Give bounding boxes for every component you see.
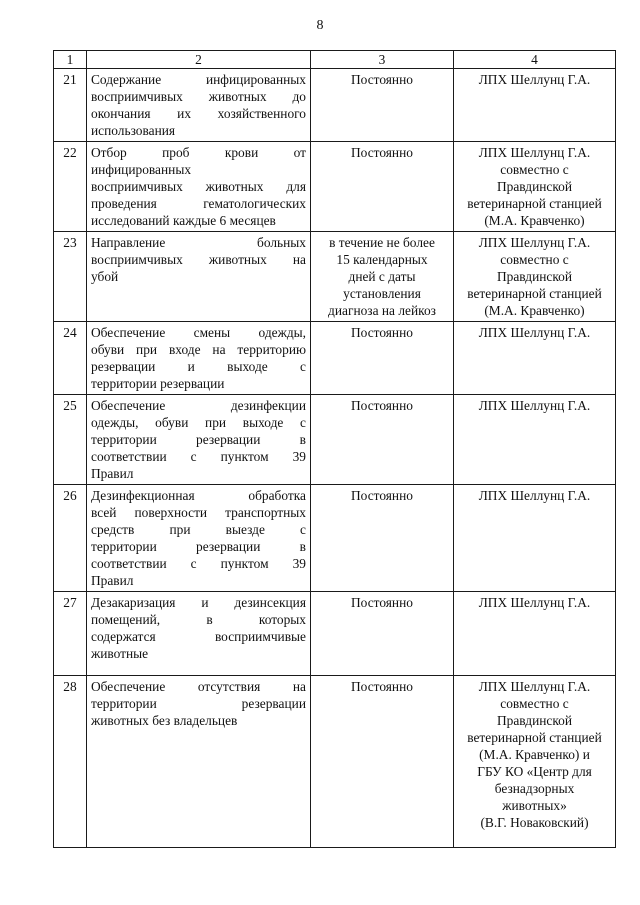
responsible-text-cell: [454, 142, 616, 232]
measure-text-line: использования: [91, 123, 176, 138]
term-text-cell: [311, 142, 454, 232]
page-number: 8: [316, 18, 324, 33]
term-text-line: Постоянно: [351, 72, 413, 87]
measure-text-line: Обеспечение отсутствия на: [91, 679, 306, 694]
responsible-text-line: безнадзорных: [494, 781, 575, 796]
responsible-text-line: совместно с: [500, 162, 569, 177]
table-row: [54, 232, 616, 322]
measure-text-line: помещений, в которых: [91, 612, 306, 627]
term-text-cell: [311, 232, 454, 322]
measure-text-line: Дезинфекционная обработка: [91, 488, 306, 503]
measure-text-line: инфицированных: [91, 162, 192, 177]
table-row: [54, 69, 616, 142]
responsible-text-cell: [454, 485, 616, 592]
measure-text-line: одежды, обуви при выходе с: [91, 415, 306, 430]
responsible-text-line: (М.А. Кравченко): [484, 303, 585, 318]
term-text-line: диагноза на лейкоз: [328, 303, 436, 318]
responsible-text-line: Правдинской: [496, 179, 573, 194]
responsible-text-line: ветеринарной станцией: [467, 196, 602, 211]
measure-text-line: средств при выезде с: [91, 522, 306, 537]
measure-text-cell: [87, 69, 311, 142]
measure-text-line: Дезакаризация и дезинсекция: [91, 595, 306, 610]
column-number-2: 2: [87, 51, 311, 69]
term-text-line: установления: [343, 286, 421, 301]
responsible-text-line: (В.Г. Новаковский): [480, 815, 589, 830]
row-number: 23: [54, 232, 87, 322]
term-text-line: дней с даты: [348, 269, 416, 284]
measure-text-line: убой: [91, 269, 119, 284]
measure-text-line: территории резервации в: [91, 432, 306, 447]
responsible-text-line: ЛПХ Шеллунц Г.А.: [478, 679, 591, 694]
responsible-text-line: ЛПХ Шеллунц Г.А.: [478, 488, 591, 503]
column-number-1: 1: [54, 51, 87, 69]
measure-text-line: окончания их хозяйственного: [91, 106, 306, 121]
measures-table: [53, 50, 616, 848]
term-text-cell: [311, 676, 454, 848]
measure-text-cell: [87, 592, 311, 676]
measure-text-line: восприимчивых животных для: [91, 179, 306, 194]
responsible-text-cell: [454, 676, 616, 848]
measure-text-line: Правил: [91, 466, 134, 481]
term-text-line: Постоянно: [351, 325, 413, 340]
responsible-text-line: (М.А. Кравченко): [484, 213, 585, 228]
term-text-line: 15 календарных: [336, 252, 428, 267]
measure-text-line: соответствии с пунктом 39: [91, 556, 306, 571]
row-number: 26: [54, 485, 87, 592]
measure-text-line: Направление больных: [91, 235, 306, 250]
measure-text-cell: [87, 676, 311, 848]
responsible-text-line: ЛПХ Шеллунц Г.А.: [478, 72, 591, 87]
measure-text-cell: [87, 142, 311, 232]
measure-text-line: исследований каждые 6 месяцев: [91, 213, 276, 228]
responsible-text-line: (М.А. Кравченко) и: [479, 747, 590, 762]
measure-text-line: территории резервации: [91, 376, 225, 391]
measure-text-line: Обеспечение дезинфекции: [91, 398, 306, 413]
table-row: [54, 485, 616, 592]
table-row: [54, 676, 616, 848]
measure-text-line: Обеспечение смены одежды,: [91, 325, 306, 340]
measure-text-cell: [87, 322, 311, 395]
responsible-text-cell: [454, 395, 616, 485]
column-number-row: [54, 51, 616, 69]
responsible-text-line: Правдинской: [496, 713, 573, 728]
measure-text-line: соответствии с пунктом 39: [91, 449, 306, 464]
term-text-line: в течение не более: [329, 235, 435, 250]
responsible-text-line: ветеринарной станцией: [467, 730, 602, 745]
responsible-text-line: ЛПХ Шеллунц Г.А.: [478, 398, 591, 413]
measure-text-line: Содержание инфицированных: [91, 72, 306, 87]
responsible-text-line: ЛПХ Шеллунц Г.А.: [478, 325, 591, 340]
responsible-text-line: животных»: [502, 798, 567, 813]
responsible-text-line: совместно с: [500, 252, 569, 267]
responsible-text-line: ЛПХ Шеллунц Г.А.: [478, 235, 591, 250]
measure-text-line: всей поверхности транспортных: [91, 505, 306, 520]
measure-text-line: Правил: [91, 573, 134, 588]
measure-text-line: Отбор проб крови от: [91, 145, 306, 160]
responsible-text-line: ЛПХ Шеллунц Г.А.: [478, 595, 591, 610]
measure-text-line: животные: [91, 646, 149, 661]
term-text-line: Постоянно: [351, 595, 413, 610]
measure-text-line: животных без владельцев: [91, 713, 238, 728]
term-text-line: Постоянно: [351, 398, 413, 413]
term-text-cell: [311, 485, 454, 592]
measure-text-cell: [87, 395, 311, 485]
measure-text-line: территории резервации в: [91, 539, 306, 554]
table-row: [54, 592, 616, 676]
measure-text-line: содержатся восприимчивые: [91, 629, 306, 644]
measure-text-line: обуви при входе на территорию: [91, 342, 306, 357]
measure-text-cell: [87, 232, 311, 322]
column-number-4: 4: [454, 51, 616, 69]
responsible-text-line: ветеринарной станцией: [467, 286, 602, 301]
table-row: [54, 142, 616, 232]
term-text-cell: [311, 395, 454, 485]
responsible-text-cell: [454, 322, 616, 395]
term-text-line: Постоянно: [351, 679, 413, 694]
responsible-text-line: совместно с: [500, 696, 569, 711]
measure-text-line: резервации и выходе с: [91, 359, 306, 374]
table-row: [54, 322, 616, 395]
measure-text-line: проведения гематологических: [91, 196, 306, 211]
measure-text-line: территории резервации: [91, 696, 306, 711]
row-number: 25: [54, 395, 87, 485]
term-text-cell: [311, 322, 454, 395]
row-number: 22: [54, 142, 87, 232]
measures-table-body: [54, 51, 616, 848]
term-text-line: Постоянно: [351, 488, 413, 503]
responsible-text-cell: [454, 69, 616, 142]
measure-text-line: восприимчивых животных до: [91, 89, 306, 104]
responsible-text-cell: [454, 592, 616, 676]
column-number-3: 3: [311, 51, 454, 69]
responsible-text-line: Правдинской: [496, 269, 573, 284]
term-text-cell: [311, 69, 454, 142]
table-row: [54, 395, 616, 485]
term-text-cell: [311, 592, 454, 676]
row-number: 21: [54, 69, 87, 142]
term-text-line: Постоянно: [351, 145, 413, 160]
responsible-text-cell: [454, 232, 616, 322]
row-number: 24: [54, 322, 87, 395]
measure-text-cell: [87, 485, 311, 592]
row-number: 27: [54, 592, 87, 676]
responsible-text-line: ГБУ КО «Центр для: [477, 764, 592, 779]
row-number: 28: [54, 676, 87, 848]
responsible-text-line: ЛПХ Шеллунц Г.А.: [478, 145, 591, 160]
measure-text-line: восприимчивых животных на: [91, 252, 306, 267]
